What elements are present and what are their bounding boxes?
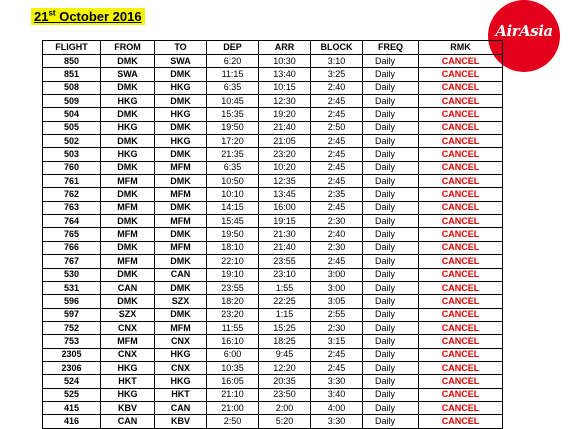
freq-cell: Daily [363,361,419,374]
flight-cell: 597 [43,308,101,321]
block-cell: 2:30 [311,241,363,254]
flight-cell: 760 [43,161,101,174]
from-cell: MFM [101,175,155,188]
table-row [43,68,503,81]
rmk-cell: CANCEL [419,121,503,134]
arr-cell: 2:00 [259,401,311,414]
to-cell: DMK [155,228,207,241]
rmk-cell: CANCEL [419,201,503,214]
date-day: 21 [34,9,49,24]
table-row [43,348,503,361]
arr-cell: 13:40 [259,68,311,81]
flight-cell: 524 [43,375,101,388]
arr-cell: 21:05 [259,135,311,148]
rmk-cell: CANCEL [419,108,503,121]
flight-cell: 505 [43,121,101,134]
rmk-cell: CANCEL [419,95,503,108]
to-cell: DMK [155,148,207,161]
from-cell: DMK [101,135,155,148]
dep-cell: 6:35 [207,81,259,94]
block-cell: 2:45 [311,135,363,148]
arr-cell: 5:20 [259,415,311,428]
table-row [43,281,503,294]
rmk-cell: CANCEL [419,68,503,81]
freq-cell: Daily [363,255,419,268]
block-cell: 2:45 [311,201,363,214]
to-cell: DMK [155,308,207,321]
table-row [43,241,503,254]
from-cell: HKT [101,375,155,388]
from-cell: DMK [101,108,155,121]
arr-cell: 10:20 [259,161,311,174]
from-cell: HKG [101,148,155,161]
freq-cell: Daily [363,228,419,241]
rmk-cell: CANCEL [419,281,503,294]
flight-cell: 508 [43,81,101,94]
rmk-cell: CANCEL [419,361,503,374]
dep-cell: 18:10 [207,241,259,254]
dep-cell: 23:20 [207,308,259,321]
rmk-cell: CANCEL [419,241,503,254]
table-row [43,255,503,268]
from-cell: SWA [101,68,155,81]
table-row [43,401,503,414]
freq-cell: Daily [363,415,419,428]
freq-cell: Daily [363,388,419,401]
table-body [43,55,503,429]
freq-cell: Daily [363,121,419,134]
rmk-cell: CANCEL [419,268,503,281]
table-row [43,268,503,281]
block-cell: 2:45 [311,108,363,121]
from-cell: KBV [101,401,155,414]
block-cell: 3:00 [311,268,363,281]
from-cell: DMK [101,295,155,308]
table-header-row [43,41,503,55]
rmk-cell: CANCEL [419,401,503,414]
dep-cell: 22:10 [207,255,259,268]
rmk-cell: CANCEL [419,255,503,268]
arr-cell: 10:30 [259,55,311,68]
to-cell: CAN [155,401,207,414]
table-row [43,321,503,334]
to-cell: HKG [155,108,207,121]
arr-cell: 23:55 [259,255,311,268]
to-cell: MFM [155,241,207,254]
rmk-cell: CANCEL [419,335,503,348]
table-row [43,108,503,121]
rmk-cell: CANCEL [419,161,503,174]
from-cell: HKG [101,388,155,401]
to-cell: CNX [155,335,207,348]
block-cell: 2:45 [311,255,363,268]
flight-cell: 504 [43,108,101,121]
from-cell: HKG [101,121,155,134]
block-cell: 3:30 [311,415,363,428]
to-cell: HKG [155,135,207,148]
flight-cell: 530 [43,268,101,281]
rmk-cell: CANCEL [419,308,503,321]
rmk-cell: CANCEL [419,81,503,94]
dep-cell: 17:20 [207,135,259,148]
freq-cell: Daily [363,215,419,228]
flight-cell: 753 [43,335,101,348]
block-cell: 3:30 [311,375,363,388]
rmk-cell: CANCEL [419,388,503,401]
to-cell: MFM [155,188,207,201]
flight-cell: 764 [43,215,101,228]
column-header-to: TO [155,41,207,55]
rmk-cell: CANCEL [419,415,503,428]
freq-cell: Daily [363,308,419,321]
block-cell: 2:40 [311,81,363,94]
table-row [43,308,503,321]
column-header-flight: FLIGHT [43,41,101,55]
date-month-year: October 2016 [55,9,142,24]
flight-cell: 525 [43,388,101,401]
block-cell: 2:45 [311,361,363,374]
arr-cell: 23:10 [259,268,311,281]
flight-cell: 502 [43,135,101,148]
to-cell: DMK [155,201,207,214]
from-cell: MFM [101,255,155,268]
arr-cell: 1:15 [259,308,311,321]
rmk-cell: CANCEL [419,175,503,188]
table-row [43,375,503,388]
dep-cell: 19:50 [207,228,259,241]
table-row [43,55,503,68]
column-header-arr: ARR [259,41,311,55]
from-cell: DMK [101,55,155,68]
dep-cell: 23:55 [207,281,259,294]
block-cell: 3:10 [311,55,363,68]
dep-cell: 11:15 [207,68,259,81]
dep-cell: 6:20 [207,55,259,68]
block-cell: 2:45 [311,148,363,161]
to-cell: HKG [155,375,207,388]
arr-cell: 16:00 [259,201,311,214]
table-row [43,295,503,308]
block-cell: 3:25 [311,68,363,81]
from-cell: DMK [101,215,155,228]
flight-schedule-table [42,40,503,429]
from-cell: HKG [101,361,155,374]
freq-cell: Daily [363,161,419,174]
freq-cell: Daily [363,321,419,334]
column-header-block: BLOCK [311,41,363,55]
dep-cell: 19:10 [207,268,259,281]
freq-cell: Daily [363,268,419,281]
freq-cell: Daily [363,281,419,294]
arr-cell: 12:30 [259,95,311,108]
to-cell: DMK [155,95,207,108]
block-cell: 3:05 [311,295,363,308]
flight-cell: 765 [43,228,101,241]
freq-cell: Daily [363,68,419,81]
table-row [43,121,503,134]
arr-cell: 12:35 [259,175,311,188]
dep-cell: 10:50 [207,175,259,188]
arr-cell: 18:25 [259,335,311,348]
to-cell: SZX [155,295,207,308]
dep-cell: 6:00 [207,348,259,361]
to-cell: DMK [155,255,207,268]
flight-cell: 766 [43,241,101,254]
flight-cell: 2305 [43,348,101,361]
flight-cell: 762 [43,188,101,201]
from-cell: CNX [101,348,155,361]
to-cell: HKT [155,388,207,401]
from-cell: DMK [101,241,155,254]
to-cell: DMK [155,68,207,81]
from-cell: DMK [101,161,155,174]
flight-cell: 509 [43,95,101,108]
dep-cell: 14:15 [207,201,259,214]
table-row [43,95,503,108]
from-cell: CNX [101,321,155,334]
block-cell: 2:50 [311,121,363,134]
from-cell: MFM [101,335,155,348]
block-cell: 2:40 [311,228,363,241]
freq-cell: Daily [363,348,419,361]
to-cell: CAN [155,268,207,281]
dep-cell: 21:35 [207,148,259,161]
rmk-cell: CANCEL [419,215,503,228]
table-row [43,335,503,348]
block-cell: 2:30 [311,215,363,228]
from-cell: CAN [101,281,155,294]
arr-cell: 22:25 [259,295,311,308]
dep-cell: 6:35 [207,161,259,174]
to-cell: HKG [155,348,207,361]
to-cell: MFM [155,321,207,334]
from-cell: HKG [101,95,155,108]
freq-cell: Daily [363,148,419,161]
from-cell: MFM [101,228,155,241]
rmk-cell: CANCEL [419,135,503,148]
freq-cell: Daily [363,95,419,108]
flight-cell: 752 [43,321,101,334]
table-row [43,135,503,148]
flight-cell: 2306 [43,361,101,374]
block-cell: 3:15 [311,335,363,348]
rmk-cell: CANCEL [419,375,503,388]
rmk-cell: CANCEL [419,321,503,334]
block-cell: 2:55 [311,308,363,321]
rmk-cell: CANCEL [419,55,503,68]
block-cell: 2:45 [311,348,363,361]
freq-cell: Daily [363,188,419,201]
to-cell: SWA [155,55,207,68]
freq-cell: Daily [363,241,419,254]
airasia-logo-text: AirAsia [495,22,553,40]
to-cell: DMK [155,175,207,188]
from-cell: DMK [101,81,155,94]
table-row [43,228,503,241]
flight-cell: 761 [43,175,101,188]
block-cell: 2:45 [311,95,363,108]
freq-cell: Daily [363,375,419,388]
block-cell: 3:40 [311,388,363,401]
flight-cell: 767 [43,255,101,268]
to-cell: KBV [155,415,207,428]
from-cell: SZX [101,308,155,321]
arr-cell: 10:15 [259,81,311,94]
freq-cell: Daily [363,55,419,68]
date-suffix: st [48,8,56,18]
block-cell: 4:00 [311,401,363,414]
arr-cell: 21:30 [259,228,311,241]
freq-cell: Daily [363,295,419,308]
arr-cell: 23:20 [259,148,311,161]
dep-cell: 15:45 [207,215,259,228]
to-cell: DMK [155,281,207,294]
block-cell: 2:35 [311,188,363,201]
arr-cell: 9:45 [259,348,311,361]
rmk-cell: CANCEL [419,188,503,201]
arr-cell: 23:50 [259,388,311,401]
freq-cell: Daily [363,201,419,214]
from-cell: CAN [101,415,155,428]
dep-cell: 18:20 [207,295,259,308]
arr-cell: 21:40 [259,121,311,134]
block-cell: 2:45 [311,161,363,174]
arr-cell: 21:40 [259,241,311,254]
table-row [43,388,503,401]
from-cell: DMK [101,188,155,201]
column-header-dep: DEP [207,41,259,55]
dep-cell: 15:35 [207,108,259,121]
dep-cell: 16:05 [207,375,259,388]
arr-cell: 15:25 [259,321,311,334]
flight-cell: 763 [43,201,101,214]
dep-cell: 2:50 [207,415,259,428]
flight-cell: 596 [43,295,101,308]
column-header-from: FROM [101,41,155,55]
freq-cell: Daily [363,135,419,148]
freq-cell: Daily [363,401,419,414]
from-cell: MFM [101,201,155,214]
freq-cell: Daily [363,175,419,188]
table-row [43,81,503,94]
column-header-freq: FREQ [363,41,419,55]
table-row [43,175,503,188]
dep-cell: 21:10 [207,388,259,401]
dep-cell: 10:45 [207,95,259,108]
to-cell: MFM [155,215,207,228]
flight-cell: 850 [43,55,101,68]
table-row [43,161,503,174]
freq-cell: Daily [363,81,419,94]
table-row [43,215,503,228]
rmk-cell: CANCEL [419,228,503,241]
rmk-cell: CANCEL [419,348,503,361]
dep-cell: 19:50 [207,121,259,134]
arr-cell: 1:55 [259,281,311,294]
flight-cell: 531 [43,281,101,294]
block-cell: 2:30 [311,321,363,334]
dep-cell: 10:10 [207,188,259,201]
table-row [43,148,503,161]
rmk-cell: CANCEL [419,148,503,161]
arr-cell: 19:15 [259,215,311,228]
to-cell: HKG [155,81,207,94]
dep-cell: 21:00 [207,401,259,414]
rmk-cell: CANCEL [419,295,503,308]
date-heading [31,8,145,25]
flight-cell: 503 [43,148,101,161]
table-row [43,361,503,374]
arr-cell: 19:20 [259,108,311,121]
dep-cell: 10:35 [207,361,259,374]
flight-cell: 415 [43,401,101,414]
table-row [43,415,503,428]
arr-cell: 12:20 [259,361,311,374]
block-cell: 2:45 [311,175,363,188]
arr-cell: 13:45 [259,188,311,201]
to-cell: DMK [155,121,207,134]
table-row [43,188,503,201]
freq-cell: Daily [363,108,419,121]
dep-cell: 16:10 [207,335,259,348]
dep-cell: 11:55 [207,321,259,334]
flight-cell: 851 [43,68,101,81]
from-cell: DMK [101,268,155,281]
to-cell: MFM [155,161,207,174]
to-cell: CNX [155,361,207,374]
freq-cell: Daily [363,335,419,348]
flight-cell: 416 [43,415,101,428]
table-row [43,201,503,214]
block-cell: 3:00 [311,281,363,294]
arr-cell: 20:35 [259,375,311,388]
column-header-rmk: RMK [419,41,503,55]
